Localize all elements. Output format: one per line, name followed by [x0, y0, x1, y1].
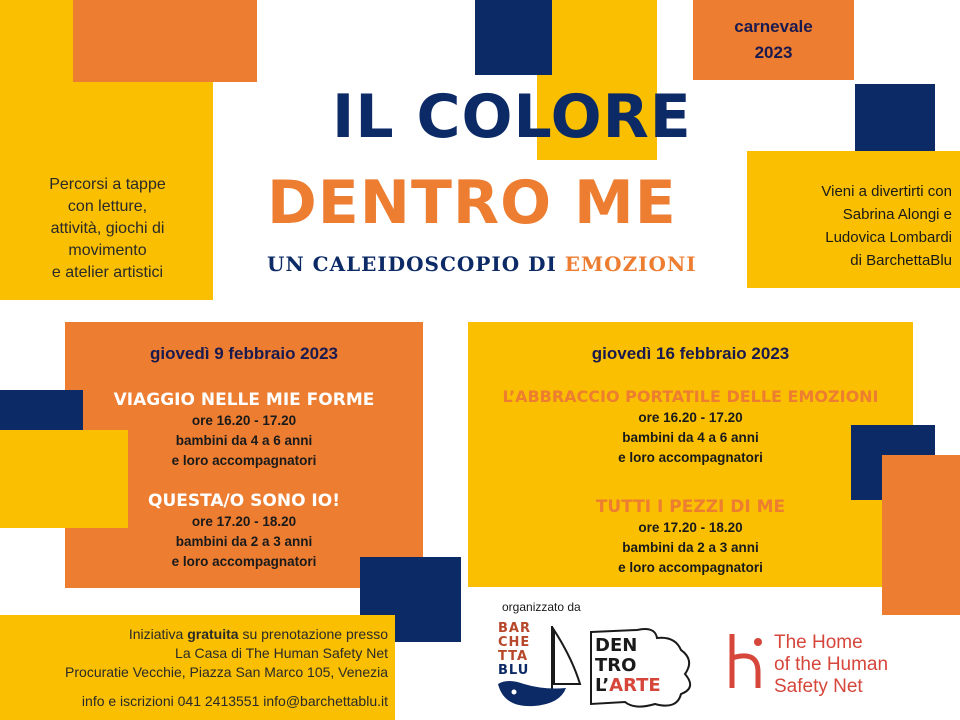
- badge-line1: carnevale: [734, 17, 813, 36]
- subtitle: [267, 252, 707, 276]
- top-center-navy-block: [475, 0, 552, 75]
- dentro-line3: [595, 676, 661, 696]
- hsn-line2: of the Human: [774, 654, 889, 675]
- event2-session1-time: ore 16.20 - 17.20: [638, 410, 743, 425]
- event2-session2-title: TUTTI I PEZZI DI ME: [595, 497, 786, 517]
- left-info-line: con letture,: [67, 198, 148, 215]
- barchetta-syllable: BLU: [498, 663, 530, 678]
- footer-line4: info e iscrizioni 041 2413551 info@barchettablu.it: [81, 693, 388, 709]
- dentro-line2: TRO: [595, 655, 637, 676]
- left-info-line: movimento: [68, 242, 147, 259]
- title-line1: IL COLORE: [332, 82, 692, 152]
- event1-session2-time: ore 17.20 - 18.20: [191, 514, 297, 529]
- subtitle-part2: EMOZIONI: [564, 252, 697, 276]
- dentrolarte-logo: [585, 624, 700, 712]
- hsn-house-icon: [728, 632, 768, 692]
- event1-session1-title: VIAGGIO NELLE MIE FORME: [113, 390, 375, 410]
- subtitle-part1: UN CALEIDOSCOPIO DI: [267, 252, 557, 276]
- right-info-line: Sabrina Alongi e: [842, 206, 952, 223]
- left-info-line: e atelier artistici: [51, 264, 164, 281]
- footer-line1-post: su prenotazione presso: [242, 626, 388, 642]
- title-line2-text: DENTRO ME: [267, 168, 677, 238]
- event2-session1-with: e loro accompagnatori: [618, 450, 763, 465]
- right-info-line: Vieni a divertirti con: [821, 183, 952, 200]
- event2-session1-title: L’ABBRACCIO PORTATILE DELLE EMOZIONI: [502, 387, 879, 406]
- hsn-logo: [728, 632, 938, 702]
- barchettablu-logo: [494, 618, 584, 708]
- event2-session2-time: ore 17.20 - 18.20: [638, 520, 743, 535]
- event1-session1-with: e loro accompagnatori: [171, 453, 317, 468]
- organizers-label: organizzato da: [502, 600, 581, 614]
- right-info-line: di BarchettaBlu: [850, 252, 952, 269]
- title-line2: [267, 168, 707, 238]
- event2-date: giovedì 16 febbraio 2023: [591, 344, 790, 363]
- event1-session1: [65, 389, 423, 471]
- footer-line1-pre: Iniziativa: [128, 626, 184, 642]
- event1-session2-age: bambini da 2 a 3 anni: [175, 534, 313, 549]
- hsn-line3: Safety Net: [774, 676, 863, 697]
- badge-text: [693, 14, 854, 66]
- top-left-orange-block: [73, 0, 257, 82]
- right-info: [757, 180, 952, 272]
- barchettablu-wordmark: [498, 622, 548, 678]
- event1-session2: [65, 490, 423, 572]
- event2-session2-with: e loro accompagnatori: [618, 560, 763, 575]
- footer-line2: La Casa di The Human Safety Net: [175, 645, 388, 661]
- event1-session1-age: bambini da 4 a 6 anni: [175, 433, 313, 448]
- event2-session2: [468, 496, 913, 578]
- footer-line1: [10, 625, 388, 644]
- left-info-line: Percorsi a tappe: [49, 176, 166, 193]
- event2-session1-age: bambini da 4 a 6 anni: [622, 430, 759, 445]
- dentro-line3-a: L’: [595, 675, 610, 696]
- barchetta-syllable: TTA: [498, 649, 529, 664]
- footer-info: [10, 625, 388, 711]
- hsn-line1: The Home: [774, 632, 863, 653]
- event1-session1-time: ore 16.20 - 17.20: [191, 413, 297, 428]
- event1-session2-title: QUESTA/O SONO IO!: [148, 491, 340, 511]
- event2-session1: [468, 386, 913, 468]
- dentrolarte-wordmark: [595, 636, 661, 696]
- barchetta-syllable: CHE: [498, 635, 531, 650]
- left-info: [30, 174, 185, 284]
- badge-line2: 2023: [754, 43, 793, 62]
- dentro-line1: DEN: [595, 635, 638, 656]
- footer-line3: Procuratie Vecchie, Piazza San Marco 105, Venezia: [65, 664, 388, 680]
- right-info-line: Ludovica Lombardi: [825, 229, 952, 246]
- footer-line1-bold: gratuita: [187, 626, 239, 642]
- left-info-line: attività, giochi di: [50, 220, 165, 237]
- barchetta-syllable: BAR: [498, 621, 531, 636]
- hsn-wordmark: [774, 632, 888, 698]
- event2-session2-age: bambini da 2 a 3 anni: [622, 540, 759, 555]
- event1-date: giovedì 9 febbraio 2023: [149, 344, 338, 363]
- dentro-line3-b: ARTE: [609, 675, 661, 696]
- event1-session2-with: e loro accompagnatori: [171, 554, 317, 569]
